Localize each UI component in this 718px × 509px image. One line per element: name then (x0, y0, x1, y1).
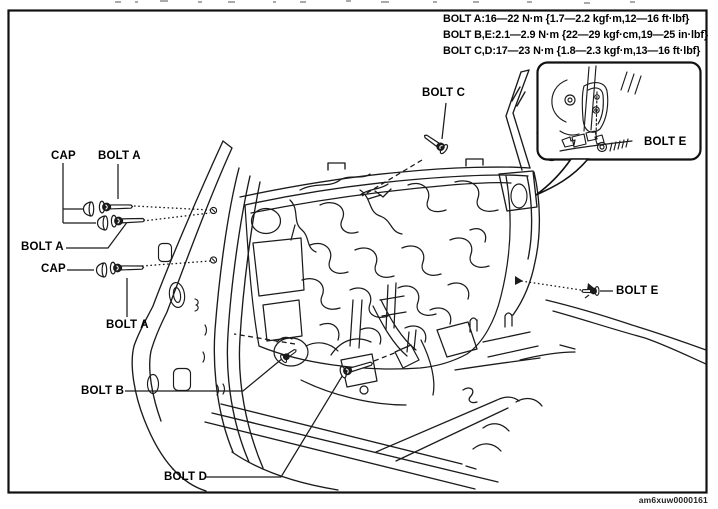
bolt-e-tick (585, 295, 589, 298)
cap-icon (84, 202, 94, 216)
label-bolt-d: BOLT D (164, 471, 208, 483)
part-code: am6xuw0000161 (638, 495, 708, 505)
label-bolt-a-lower: BOLT A (106, 319, 149, 331)
dotted-alignment-lines (134, 206, 581, 290)
floor-structure-sketch (376, 300, 706, 469)
bolt-b-icon (279, 346, 298, 363)
door-jamb-details (148, 244, 225, 396)
bolt-a-icon (99, 201, 132, 213)
a-pillar-sketch (132, 141, 263, 469)
torque-spec-line-cd: BOLT C,D:17—23 N·m {1.8—2.3 kgf·m,13—16 ft·lbf} (443, 45, 701, 57)
label-bolt-b: BOLT B (81, 385, 125, 397)
label-bolt-e-inset: BOLT E (644, 136, 687, 148)
label-bolt-a-mid: BOLT A (21, 241, 64, 253)
pillar-holes (210, 207, 216, 263)
torque-spec-line-a: BOLT A:16—22 N·m {1.7—2.2 kgf·m,12—16 ft·lbf} (443, 13, 690, 25)
torque-spec-box (443, 11, 708, 59)
pillar-vent-oval (511, 184, 527, 208)
label-cap-mid: CAP (41, 263, 66, 275)
bolt-a-icon (110, 262, 143, 274)
bolt-c-icon (422, 131, 449, 154)
label-bolt-e-main: BOLT E (616, 285, 659, 297)
scan-noise (115, 1, 635, 3)
label-bolt-c: BOLT C (422, 87, 466, 99)
cap-icon (97, 263, 107, 277)
cap-icon (98, 216, 108, 230)
dashboard-sketch (245, 174, 511, 405)
label-bolt-a-top: BOLT A (98, 150, 141, 162)
label-leader-lines (63, 103, 613, 477)
torque-spec-line-be: BOLT B,E:2.1—2.9 N·m {22—29 kgf·cm,19—25 in·lbf} (443, 29, 708, 41)
bolt-a-icon (111, 214, 144, 227)
inset-pointer-tail (536, 159, 588, 195)
bolt-e-marker (515, 276, 594, 290)
label-cap-top: CAP (51, 150, 76, 162)
